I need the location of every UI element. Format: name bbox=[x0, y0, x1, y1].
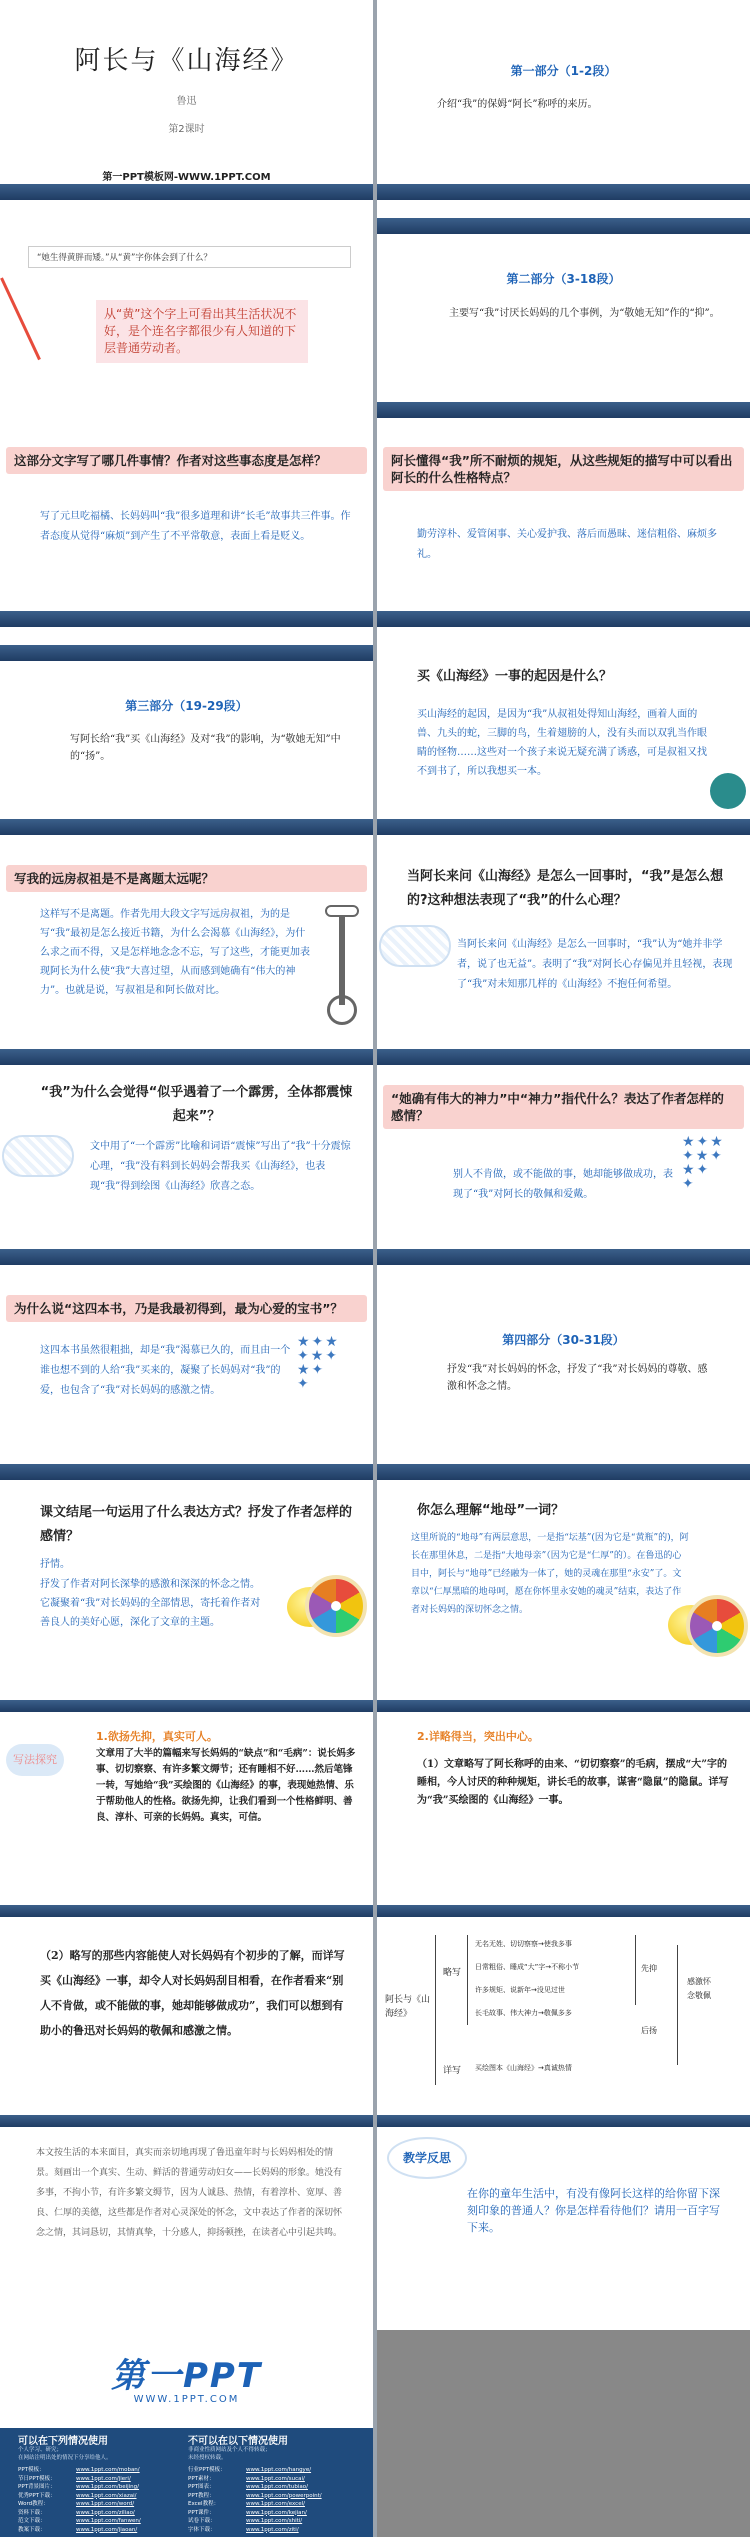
color-shell-icon bbox=[686, 1595, 748, 1657]
can-list bbox=[18, 2446, 178, 2462]
slide-band bbox=[0, 1905, 373, 1917]
link-row[interactable] bbox=[18, 2500, 178, 2509]
diagram-end: 感激怀念敬佩 bbox=[687, 1977, 711, 2000]
slide-band bbox=[0, 611, 373, 627]
cloud-icon bbox=[2, 1135, 74, 1177]
link-url[interactable]: www.1ppt.com/powerpoint/ bbox=[246, 2492, 322, 2499]
slide-band bbox=[0, 1700, 373, 1712]
slide-writing-2[interactable] bbox=[377, 1700, 750, 1895]
can-item: 个人学习、研究； bbox=[18, 2447, 63, 2453]
answer-text: 这里所说的“地母”有两层意思，一是指“坛基”(因为它是“黄瓶”的)，阿长在那里休息，二是指“大地母亲”（因为它是“仁厚”的）。在鲁迅的心目中，阿长与“地母”已经融为一体了，她的灵魂在那里“永安”了。文章以“仁厚黑暗的地母呵，愿在你怀里永安她的魂灵”结束，表达了作者对长妈妈的深切怀念之情。 bbox=[411, 1533, 689, 1615]
link-row[interactable] bbox=[188, 2517, 358, 2526]
link-label: 资料下载： bbox=[18, 2509, 46, 2516]
summary-body: 本文按生活的本来面目，真实而亲切地再现了鲁迅童年时与长妈妈相处的情景。刻画出一个真实、生动、鲜活的普通劳动妇女——长妈妈的形象。她没有多事，不拘小节，有许多繁文缛节，因为人诚恳、热情，有着淳朴、宽厚、善良、仁厚的美德，这些都是作者对心灵深处的怀念，文中表达了作者的深切怀念之情，其词恳切，其情真挚，十分感人，抑扬顿挫，在读者心中引起共鸣。 bbox=[36, 2148, 343, 2238]
link-url[interactable]: www.1ppt.com/jiaoan/ bbox=[76, 2526, 138, 2533]
slide-band bbox=[377, 402, 750, 418]
diagram-brace bbox=[435, 1935, 437, 2085]
link-row[interactable] bbox=[188, 2526, 358, 2535]
section-title: 第三部分（19-29段） bbox=[125, 699, 248, 713]
question-text: 你怎么理解“地母”一词？ bbox=[417, 1503, 565, 1518]
link-row[interactable] bbox=[188, 2483, 358, 2492]
links-right bbox=[188, 2466, 358, 2534]
slide-summary[interactable] bbox=[0, 2115, 373, 2320]
stars-icon: ★✦★ ✦★✦ ★✦ ✦ bbox=[297, 1334, 340, 1392]
question-text: 课文结尾一句运用了什么表达方式？抒发了作者怎样的感情？ bbox=[40, 1505, 353, 1544]
link-label: PPT模板： bbox=[18, 2467, 45, 2473]
slide-question-dimu[interactable] bbox=[377, 1495, 750, 1695]
author: 鲁迅 bbox=[176, 96, 197, 107]
link-url[interactable]: www.1ppt.com/ziti/ bbox=[246, 2526, 299, 2533]
answer-text: 当阿长来问《山海经》是怎么一回事时，“我”认为“她并非学者，说了也无益”。表明了“我”对阿长心存偏见并且轻视，表现了“我”对未知那几样的《山海经》不抱任何希望。 bbox=[457, 939, 733, 990]
answer-text: 勤劳淳朴、爱管闲事、关心爱护我、落后而愚昧、迷信粗俗、麻烦多礼。 bbox=[417, 529, 717, 560]
question-text: 当阿长来问《山海经》是怎么一回事时，“我”是怎么想的?这种想法表现了“我”的什么心理？ bbox=[407, 869, 724, 908]
slide-end[interactable] bbox=[0, 2330, 373, 2537]
question-text: 买《山海经》一事的起因是什么？ bbox=[417, 669, 613, 684]
link-url[interactable]: www.1ppt.com/jieri/ bbox=[76, 2475, 131, 2482]
question-box: 这部分文字写了哪几件事情？作者对这些事态度是怎样？ bbox=[6, 447, 367, 474]
diagram-yi: 先抑 bbox=[641, 1964, 657, 1973]
answer-text: 抒发了作者对阿长深挚的感激和深深的怀念之情。它凝聚着“我”对长妈妈的全部情思，寄托着作者对善良人的美好心愿，深化了文章的主题。 bbox=[40, 1579, 261, 1628]
cloud-icon bbox=[379, 925, 451, 967]
slide-band bbox=[377, 1700, 750, 1712]
windmill-head-icon bbox=[325, 905, 359, 917]
slide-band bbox=[0, 1249, 373, 1265]
section-body: 主要写“我”讨厌长妈妈的几个事例，为“敬她无知”作的“抑”。 bbox=[449, 308, 720, 319]
slide-question-thought[interactable] bbox=[377, 855, 750, 1065]
link-label: 节日PPT模板： bbox=[18, 2475, 56, 2482]
answer-lead: 抒情。 bbox=[40, 1559, 70, 1570]
quote-box: “她生得黄胖而矮。”从“黄”字你体会到了什么？ bbox=[28, 246, 351, 268]
link-row[interactable] bbox=[188, 2509, 358, 2518]
link-url[interactable]: www.1ppt.com/tubiao/ bbox=[246, 2484, 308, 2490]
question-box: 写我的远房叔祖是不是离题太远呢？ bbox=[6, 865, 367, 892]
section-title: 第二部分（3-18段） bbox=[506, 272, 621, 286]
link-url[interactable]: www.1ppt.com/kejian/ bbox=[246, 2509, 307, 2516]
slide-part-1[interactable] bbox=[377, 0, 750, 200]
link-label: Word教程： bbox=[18, 2501, 49, 2507]
answer-box: 从“黄”这个字上可看出其生活状况不好，是个连名字都很少有人知道的下层普通劳动者。 bbox=[96, 300, 308, 363]
links-left bbox=[18, 2466, 178, 2534]
question-box: 为什么说“这四本书，乃是我最初得到，最为心爱的宝书”？ bbox=[6, 1295, 367, 1322]
diagram-brace-3 bbox=[635, 1935, 636, 2005]
link-label: Excel教程： bbox=[188, 2501, 220, 2507]
method-heading: 2.详略得当，突出中心。 bbox=[417, 1730, 539, 1743]
link-url[interactable]: www.1ppt.com/sucai/ bbox=[246, 2475, 305, 2482]
cannot-item: 非商业性质网站及个人不得转载； bbox=[188, 2447, 271, 2453]
slide-question-thunder[interactable] bbox=[0, 1075, 373, 1265]
slide-part-2[interactable] bbox=[377, 218, 750, 418]
slide-writing-3[interactable] bbox=[0, 1905, 373, 2105]
thumb-icon bbox=[710, 773, 746, 809]
slide-part-4[interactable] bbox=[377, 1285, 750, 1480]
slide-band bbox=[0, 2115, 373, 2127]
slide-band bbox=[377, 819, 750, 835]
method-tag: 写法探究 bbox=[6, 1744, 64, 1776]
method-body: （2）略写的那些内容能使人对长妈妈有个初步的了解，而详写买《山海经》一事，却令人对长妈妈刮目相看，在作者看来“别人不肯做，或不能做的事，她却能够做成功”，我们可以想到有助小的鲁迅对长妈妈的敬佩和感激之情。 bbox=[40, 1949, 345, 2037]
template-footer: 第一PPT模板网-WWW.1PPT.COM bbox=[102, 172, 271, 183]
link-row[interactable] bbox=[188, 2500, 358, 2509]
link-label: 教案下载： bbox=[18, 2526, 46, 2533]
link-row[interactable] bbox=[18, 2509, 178, 2518]
link-label: PPT素材： bbox=[188, 2475, 215, 2482]
link-label: 试卷下载： bbox=[188, 2518, 216, 2524]
can-item: 在网站注明出处的情况下分享给他人。 bbox=[18, 2455, 112, 2461]
slide-question-uncle[interactable] bbox=[0, 855, 373, 1065]
slide-band bbox=[377, 1464, 750, 1480]
slide-question-events[interactable] bbox=[0, 437, 373, 627]
stars-icon: ★✦★ ✦★✦ ★✦ ✦ bbox=[682, 1134, 725, 1192]
decor-line bbox=[0, 277, 41, 360]
slide-band bbox=[377, 611, 750, 627]
link-label: 字体下载： bbox=[188, 2526, 216, 2533]
diagram-brace-2 bbox=[467, 1935, 468, 2025]
link-label: 优秀PPT下载： bbox=[18, 2492, 56, 2499]
answer-text: 买山海经的起因，是因为“我”从叔祖处得知山海经，画着人面的兽、九头的蛇，三脚的鸟，生着翅膀的人，没有头而以双乳当作眼睛的怪物……这些对一个孩子来说无疑充满了诱惑，可是叔祖又找不到书了，所以我想买一本。 bbox=[417, 709, 707, 777]
method-heading: 1.欲扬先抑，真实可人。 bbox=[96, 1730, 218, 1743]
slide-part-3[interactable] bbox=[0, 645, 373, 835]
diagram-xiang-item: 买绘图本《山海经》→真诚热情 bbox=[475, 2064, 572, 2072]
slide-question-cause[interactable] bbox=[377, 645, 750, 835]
slide-band bbox=[0, 1464, 373, 1480]
link-url[interactable]: www.1ppt.com/xiazai/ bbox=[76, 2492, 137, 2499]
slide-band bbox=[377, 2115, 750, 2127]
diagram-lue-list bbox=[475, 1933, 625, 2025]
color-shell-icon bbox=[305, 1575, 367, 1637]
diagram-lue-item: 无名无姓、切切察察→使我多事 bbox=[475, 1940, 572, 1948]
link-url[interactable]: www.1ppt.com/moban/ bbox=[76, 2467, 140, 2473]
lesson-title: 阿长与《山海经》 bbox=[74, 46, 299, 76]
diagram-lue-item: 日常粗俗、睡成“大”字→不称小节 bbox=[475, 1963, 580, 1971]
method-body: 文章用了大半的篇幅来写长妈妈的“缺点”和“毛病”：说长妈多事、切切察察、有许多繁文缛节；还有睡相不好……然后笔锋一转，写她给“我”买绘图的《山海经》的事，表现她热情、乐于帮助他人的性格。欲扬先抑，让我们看到一个性格鲜明、善良、淳朴、可亲的长妈妈。真实，可信。 bbox=[96, 1748, 356, 1823]
slide-band bbox=[0, 1049, 373, 1065]
diagram-yang: 后扬 bbox=[641, 2026, 657, 2035]
link-label: PPT图表： bbox=[188, 2484, 215, 2490]
link-url[interactable]: www.1ppt.com/ziliao/ bbox=[76, 2509, 135, 2516]
slide-question-rules[interactable] bbox=[377, 437, 750, 627]
link-row[interactable] bbox=[18, 2483, 178, 2492]
diagram-brace-4 bbox=[677, 1945, 678, 2065]
diagram-lue-item: 长毛故事、伟大神力→敬佩多多 bbox=[475, 2009, 572, 2017]
link-row[interactable] bbox=[188, 2475, 358, 2484]
diagram-root: 阿长与《山海经》 bbox=[385, 1995, 431, 2019]
section-body: 抒发“我”对长妈妈的怀念，抒发了“我”对长妈妈的尊敬、感激和怀念之情。 bbox=[447, 1364, 708, 1392]
slide-band bbox=[377, 218, 750, 234]
logo-url: WWW.1PPT.COM bbox=[133, 2394, 240, 2405]
slide-band bbox=[377, 1905, 750, 1917]
slide-band bbox=[0, 645, 373, 661]
slide-question-power[interactable] bbox=[377, 1075, 750, 1265]
windmill-base-icon bbox=[327, 995, 357, 1025]
reflection-body: 在你的童年生活中，有没有像阿长这样的给你留下深刻印象的普通人？你是怎样看待他们？请用一百字写下来。 bbox=[467, 2187, 720, 2234]
slide-reflection[interactable] bbox=[377, 2115, 750, 2320]
windmill-icon bbox=[339, 915, 345, 1005]
slide-structure-diagram[interactable] bbox=[377, 1905, 750, 2105]
diagram-lue: 略写 bbox=[443, 1968, 462, 1978]
slide-band bbox=[377, 184, 750, 200]
link-url[interactable]: www.1ppt.com/fanwen/ bbox=[76, 2518, 141, 2524]
question-text: “我”为什么会觉得“似乎遇着了一个霹雳，全体都震悚起来”？ bbox=[40, 1085, 353, 1124]
link-url[interactable]: www.1ppt.com/beijing/ bbox=[76, 2484, 140, 2490]
lesson-number: 第2课时 bbox=[168, 124, 205, 135]
slide-band bbox=[377, 1049, 750, 1065]
slide-writing-1[interactable] bbox=[0, 1700, 373, 1895]
section-title: 第四部分（30-31段） bbox=[502, 1333, 625, 1347]
method-body: （1）文章略写了阿长称呼的由来、“切切察察”的毛病，摆成“大”字的睡相，今人讨厌的种种规矩，讲长毛的故事，谋害“隐鼠”的隐鼠。详写为“我”买绘图的《山海经》一事。 bbox=[417, 1759, 729, 1806]
link-row[interactable] bbox=[18, 2517, 178, 2526]
slide-question-ending[interactable] bbox=[0, 1495, 373, 1695]
link-label: PPT背景图片： bbox=[18, 2484, 56, 2490]
section-title: 第一部分（1-2段） bbox=[510, 64, 617, 78]
link-url[interactable]: www.1ppt.com/shiti/ bbox=[246, 2518, 303, 2524]
answer-text: 文中用了“一个霹雳”比喻和词语“震悚”写出了“我”十分震惊心理，“我”没有料到长妈妈会帮我买《山海经》，也表现“我”得到绘图《山海经》欣喜之态。 bbox=[90, 1141, 351, 1192]
cannot-title: 不可以在以下情况使用 bbox=[188, 2436, 288, 2447]
section-body: 写阿长给“我”买《山海经》及对“我”的影响，为“敬她无知”中的“扬”。 bbox=[70, 734, 341, 762]
link-row[interactable] bbox=[18, 2475, 178, 2484]
question-box: 阿长懂得“我”所不耐烦的规矩，从这些规矩的描写中可以看出阿长的什么性格特点？ bbox=[383, 447, 744, 491]
link-row[interactable] bbox=[18, 2526, 178, 2535]
diagram-xiang: 详写 bbox=[443, 2066, 462, 2076]
cannot-item: 未经授权转载。 bbox=[188, 2455, 227, 2461]
cannot-list bbox=[188, 2446, 358, 2462]
slide-band bbox=[377, 1249, 750, 1265]
link-row[interactable] bbox=[188, 2466, 358, 2475]
can-title: 可以在下列情况使用 bbox=[18, 2436, 108, 2447]
empty-cell bbox=[377, 2330, 750, 2537]
answer-text: 别人不肯做，或不能做的事，她却能够做成功，表现了“我”对阿长的敬佩和爱戴。 bbox=[453, 1169, 673, 1200]
link-label: 范文下载： bbox=[18, 2518, 46, 2524]
answer-text: 写了元旦吃福橘、长妈妈叫“我”很多道理和讲“长毛”故事共三件事。作者态度从觉得“麻烦”到产生了不平常敬意，表面上看是贬义。 bbox=[40, 511, 351, 542]
question-box: “她确有伟大的神力”中“神力”指代什么？表达了作者怎样的感情？ bbox=[383, 1085, 744, 1129]
logo-area bbox=[0, 2330, 373, 2428]
link-url[interactable]: www.1ppt.com/word/ bbox=[76, 2501, 135, 2507]
link-label: 行业PPT模板： bbox=[188, 2467, 226, 2473]
logo: 第一PPT bbox=[110, 2356, 263, 2396]
diagram-lue-item: 许多规矩、说新年→没见过世 bbox=[475, 1986, 565, 1994]
link-label: PPT课件： bbox=[188, 2509, 215, 2516]
slide-question-books[interactable] bbox=[0, 1285, 373, 1480]
slide-question-yellow[interactable] bbox=[0, 218, 373, 418]
slide-title[interactable] bbox=[0, 0, 373, 200]
answer-text: 这四本书虽然很粗拙，却是“我”渴慕已久的，而且由一个谁也想不到的人给“我”买来的，凝聚了长妈妈对“我”的爱，也包含了“我”对长妈妈的感激之情。 bbox=[40, 1345, 291, 1396]
slide-band bbox=[0, 184, 373, 200]
answer-text: 这样写不是离题。作者先用大段文字写远房叔祖，为的是写“我”最初是怎么接近书籍，为什么会渴慕《山海经》，为什么求之而不得，又是怎样地念念不忘，写了这些，才能更加表现阿长为什么使“我”大喜过望，从而感到她确有“伟大的神力”。也就是说，写叔祖是和阿长做对比。 bbox=[40, 909, 310, 996]
link-row[interactable] bbox=[18, 2492, 178, 2501]
section-body: 介绍“我”的保姆“阿长”称呼的来历。 bbox=[437, 99, 598, 110]
link-row[interactable] bbox=[18, 2466, 178, 2475]
link-row[interactable] bbox=[188, 2492, 358, 2501]
link-url[interactable]: www.1ppt.com/excel/ bbox=[246, 2501, 305, 2507]
reflection-title: 教学反思 bbox=[387, 2137, 467, 2179]
link-label: PPT教程： bbox=[188, 2492, 215, 2499]
slide-band bbox=[0, 819, 373, 835]
link-url[interactable]: www.1ppt.com/hangye/ bbox=[246, 2467, 312, 2473]
